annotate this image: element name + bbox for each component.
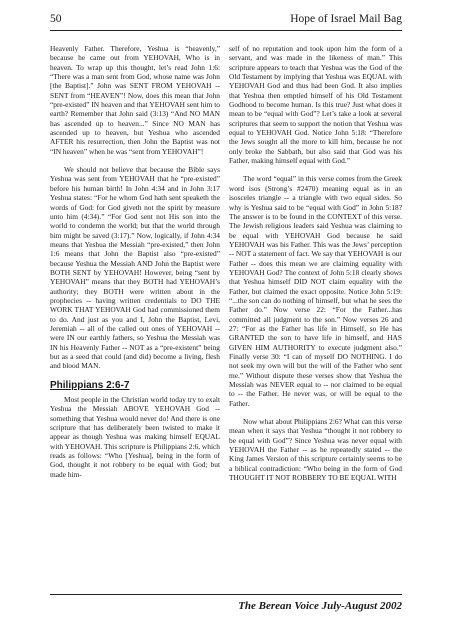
left-column [50,44,220,479]
footer-rule [50,594,402,595]
paragraph: Most people in the Christian world today try to exalt Yeshua the Messiah ABOVE YEHOVAH God -- something that Yeshua would never do! And there is one scripture that has deliberately been twisted to make it appear as though Yeshua was making himself EQUAL with YEHOVAH. This scripture is Philippians 2:6, which reads as follows: “Who [Yeshua], being in the form of God, thought it not robbery to be equal with God; but made him- [50,395,220,479]
paragraph: self of no reputation and took upon him the form of a servant, and was made in the likeness of man.” This scripture appears to teach that Yeshua was the God of the Old Testament by implying that Yeshua was EQUAL with YEHOVAH God and thus had been God. It also implies that Yeshua then emptied himself of his Old Testament Godhood to become human. Is this true? Just what does it mean to be “equal with God”? Let’s take a look at several scriptures that seem to support the notion that Yeshua was equal to YEHOVAH God. Notice John 5:18: “Therefore the Jews sought all the more to kill him, because he not only broke the Sabbath, but also said that God was his Father, making himself equal with God.” [229,44,402,166]
footer-title: The Berean Voice July-August 2002 [238,600,402,612]
paragraph: Now what about Philippians 2:6? What can this verse mean when it says that Yeshua “thought it not robbery to be equal with God”? Since Yeshua was never equal with YEHOVAH the Father -- as he repeatedly stated -- the King James Version of this scripture certainly seems to be a biblical contradiction: “Who being in the form of God THOUGHT IT NOT ROBBERY TO BE EQUAL WITH [229,417,402,483]
paragraph: The word “equal” in this verse comes from the Greek word isos (Strong’s #2470) meaning equal as in an isosceles triangle -- a triangle with two equal sides. So why is Yeshua said to be “equal with God” in John 5:18? The answer is to be found in the CONTEXT of this verse. The Jewish religious leaders said Yeshua was claiming to be equal with YEHOVAH God because he said YEHOVAH was his Father. This was the Jews’ perception -- NOT a statement of fact. We say that YEHOVAH is our Father -- does this mean we are claiming equality with YEHOVAH God? The context of John 5:18 clearly shows that Yeshua himself DID NOT claim equality with the Father, but claimed the exact opposite. Notice John 5:19: “...the son can do nothing of himself, but what he sees the Father do.” Now verse 22: “For the Father...has committed all judgment to the son.” Now verses 26 and 27: “For as the Father has life in Himself, so He has GRANTED the son to have life in himself, and HAS GIVEN HIM AUTHORITY to execute judgment also.” Finally verse 30: “I can of myself DO NOTHING. I do not seek my own will but the will of the Father who sent me.” Without dispute these verses show that Yeshua the Messiah was NEVER equal to -- nor claimed to be equal to -- the Father. He never was, or will be equal to the Father. [229,174,402,408]
running-title: Hope of Israel Mail Bag [290,13,402,25]
right-column [229,44,402,482]
section-heading: Philippians 2:6-7 [50,379,130,391]
page-number: 50 [50,13,62,25]
header-rule [50,30,402,31]
paragraph: Heavenly Father. Therefore, Yeshua is “heavenly,” because he came out from YEHOVAH, Who is in heaven. To wrap up this thought, let’s read John 1:6: “There was a man sent from God, whose name was John [the Baptist].” John was SENT FROM YEHOVAH -- SENT from “HEAVEN”! Now, does this mean that John “pre-existed” IN heaven and that YEHOVAH sent him to earth? Remember that John said (3:13) “And NO MAN has ascended up to heaven...” Since NO MAN has ascended up to heaven, but Yeshua who ascended AFTER his resurrection, then John the Baptist was not “IN heaven” when he was “sent from YEHOVAH”! [50,44,220,156]
paragraph: We should not believe that because the Bible says Yeshua was sent from YEHOVAH that he “pre-existed” before his human birth! In John 4:34 and in John 3:17 Yeshua states: “For he whom God hath sent speaketh the words of God: for God giveth not the spirit by measure unto him (4:34).” “For God sent not His son into the world to condemn the world; but that the world through him might be saved (3:17).” Now, logically, if John 4:34 means that Yeshua the Messiah “pre-existed,” then John 1:6 means that John the Baptist also “pre-existed” because Yeshua the Messiah AND John the Baptist were BOTH SENT by YEHOVAH! However, being “sent by YEHOVAH” means that they BOTH had YEHOVAH’s authority; they BOTH were written about in the prophecies -- having written credentials to DO THE WORK THAT YEHOVAH God had commissioned them to do. And just as you and I, John the Baptist, Levi, Jeremiah -- all of the called out ones of YEHOVAH -- were IN our earthly fathers, so Yeshua the Messiah was IN his Heavenly Father -- NOT as a “pre-existent” being but as a seed that could (and did) become a living, flesh and blood MAN. [50,165,220,371]
page-header [50,13,402,29]
